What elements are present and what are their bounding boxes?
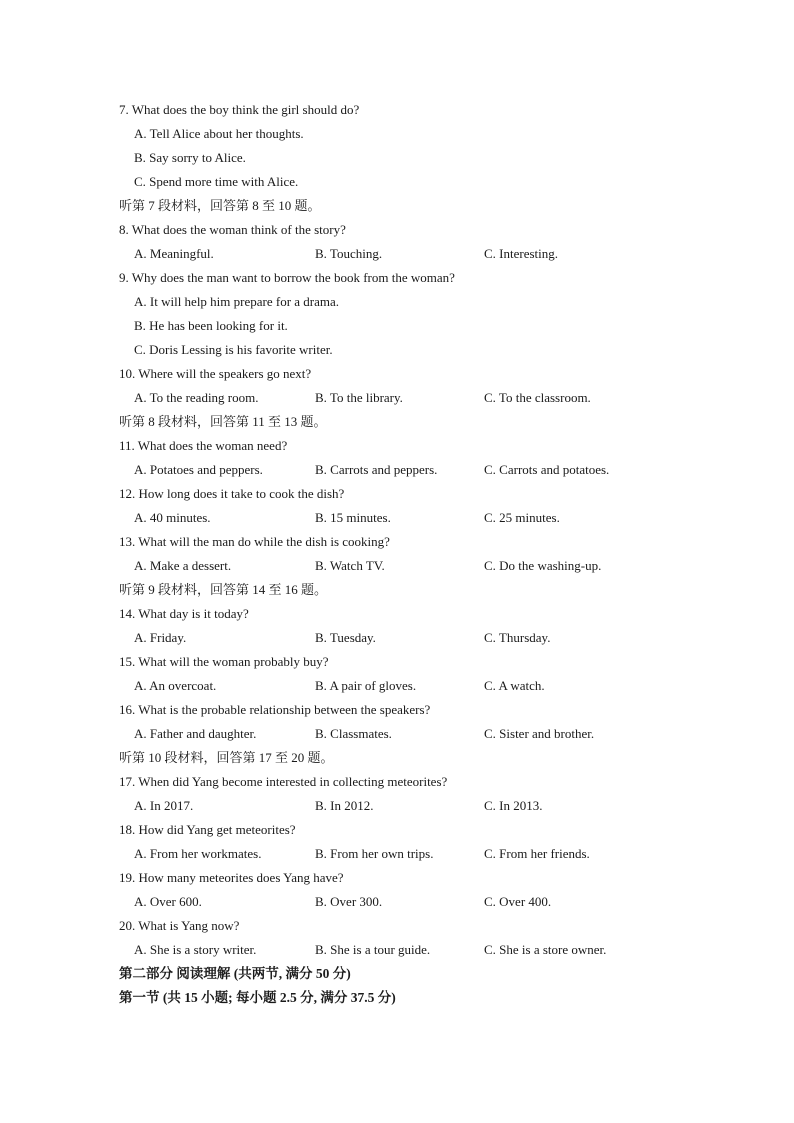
option-row <box>119 554 679 578</box>
question-text: 8. What does the woman think of the story? <box>119 222 346 237</box>
answer-option: A. Friday. <box>134 630 187 645</box>
answer-option: C. In 2013. <box>484 798 543 813</box>
answer-option: B. Tuesday. <box>315 630 376 645</box>
option-row <box>119 722 679 746</box>
answer-option: A. Make a dessert. <box>134 558 232 573</box>
option-row <box>119 242 679 266</box>
answer-option: C. Do the washing-up. <box>484 558 602 573</box>
answer-option: C. To the classroom. <box>484 390 591 405</box>
answer-option: A. It will help him prepare for a drama. <box>134 294 340 309</box>
answer-option: C. From her friends. <box>484 846 590 861</box>
section-instruction: 听第 10 段材料，回答第 17 至 20 题。 <box>119 750 334 765</box>
answer-option: A. An overcoat. <box>134 678 217 693</box>
answer-option: A. Over 600. <box>134 894 202 909</box>
option-row <box>119 938 679 962</box>
question-text: 10. Where will the speakers go next? <box>119 366 312 381</box>
section-instruction: 听第 8 段材料，回答第 11 至 13 题。 <box>119 414 327 429</box>
section-instruction: 听第 7 段材料，回答第 8 至 10 题。 <box>119 198 321 213</box>
question-text: 14. What day is it today? <box>119 606 249 621</box>
answer-option: B. To the library. <box>315 390 403 405</box>
option-row <box>119 458 679 482</box>
answer-option: C. Doris Lessing is his favorite writer. <box>134 342 333 357</box>
answer-option: B. 15 minutes. <box>315 510 391 525</box>
answer-option: A. 40 minutes. <box>134 510 211 525</box>
part-heading: 第二部分 阅读理解 (共两节, 满分 50 分) <box>119 966 351 981</box>
answer-option: C. Spend more time with Alice. <box>134 174 299 189</box>
option-row <box>119 794 679 818</box>
question-text: 13. What will the man do while the dish is cooking? <box>119 534 390 549</box>
answer-option: B. Classmates. <box>315 726 392 741</box>
answer-option: C. 25 minutes. <box>484 510 560 525</box>
option-row <box>119 626 679 650</box>
question-text: 19. How many meteorites does Yang have? <box>119 870 344 885</box>
answer-option: B. Touching. <box>315 246 383 261</box>
question-text: 12. How long does it take to cook the dish? <box>119 486 345 501</box>
question-text: 17. When did Yang become interested in collecting meteorites? <box>119 774 448 789</box>
question-text: 11. What does the woman need? <box>119 438 288 453</box>
exam-page-content <box>119 98 679 1010</box>
question-text: 7. What does the boy think the girl should do? <box>119 102 360 117</box>
answer-option: C. Thursday. <box>484 630 551 645</box>
answer-option: C. Interesting. <box>484 246 559 261</box>
question-text: 15. What will the woman probably buy? <box>119 654 329 669</box>
question-text: 20. What is Yang now? <box>119 918 240 933</box>
answer-option: A. From her workmates. <box>134 846 262 861</box>
answer-option: B. Watch TV. <box>315 558 385 573</box>
answer-option: C. Sister and brother. <box>484 726 595 741</box>
part-heading: 第一节 (共 15 小题; 每小题 2.5 分, 满分 37.5 分) <box>119 990 396 1005</box>
option-row <box>119 506 679 530</box>
question-text: 9. Why does the man want to borrow the book from the woman? <box>119 270 455 285</box>
answer-option: B. Over 300. <box>315 894 383 909</box>
answer-option: B. Carrots and peppers. <box>315 462 438 477</box>
option-row <box>119 842 679 866</box>
answer-option: C. She is a store owner. <box>484 942 607 957</box>
answer-option: B. A pair of gloves. <box>315 678 417 693</box>
option-row <box>119 890 679 914</box>
answer-option: A. Potatoes and peppers. <box>134 462 263 477</box>
answer-option: A. She is a story writer. <box>134 942 257 957</box>
option-row <box>119 674 679 698</box>
answer-option: C. Over 400. <box>484 894 552 909</box>
section-instruction: 听第 9 段材料，回答第 14 至 16 题。 <box>119 582 328 597</box>
answer-option: C. Carrots and potatoes. <box>484 462 610 477</box>
answer-option: B. She is a tour guide. <box>315 942 431 957</box>
question-text: 16. What is the probable relationship between the speakers? <box>119 702 431 717</box>
answer-option: B. Say sorry to Alice. <box>134 150 246 165</box>
answer-option: B. In 2012. <box>315 798 374 813</box>
answer-option: B. He has been looking for it. <box>134 318 288 333</box>
answer-option: B. From her own trips. <box>315 846 434 861</box>
answer-option: A. Meaningful. <box>134 246 214 261</box>
answer-option: C. A watch. <box>484 678 545 693</box>
answer-option: A. In 2017. <box>134 798 194 813</box>
answer-option: A. Tell Alice about her thoughts. <box>134 126 304 141</box>
answer-option: A. Father and daughter. <box>134 726 257 741</box>
question-text: 18. How did Yang get meteorites? <box>119 822 296 837</box>
option-row <box>119 386 679 410</box>
answer-option: A. To the reading room. <box>134 390 259 405</box>
